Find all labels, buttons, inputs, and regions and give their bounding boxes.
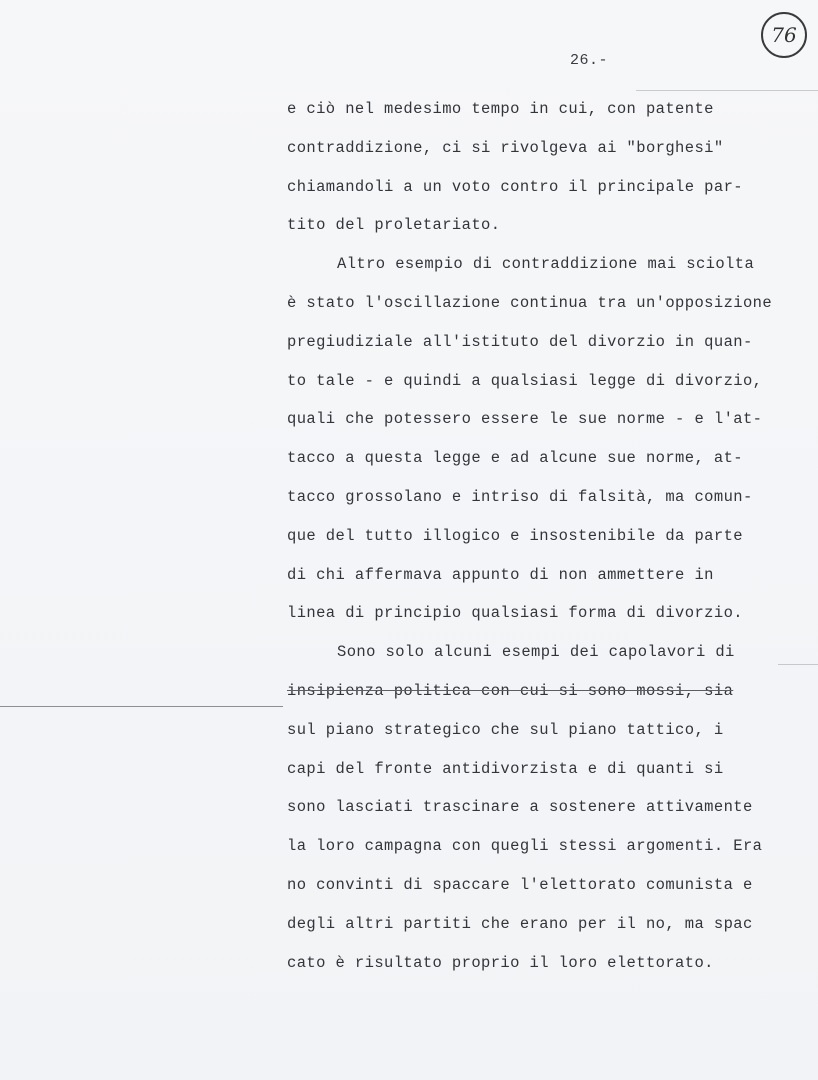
text-line: la loro campagna con quegli stessi argomenti. Era (287, 837, 763, 856)
text-line: degli altri partiti che erano per il no, ma spac (287, 914, 753, 933)
text-line: e ciò nel medesimo tempo in cui, con patente (287, 100, 714, 118)
text-line: quali che potessero essere le sue norme - e l'at- (287, 410, 763, 429)
text-line: linea di principio qualsiasi forma di divorzio. (287, 604, 743, 623)
text-line: di chi affermava appunto di non ammettere in (287, 565, 714, 584)
text-line: Sono solo alcuni esempi dei capolavori di (337, 643, 735, 662)
text-line: Altro esempio di contraddizione mai sciolta (337, 255, 755, 274)
top-rule (636, 90, 818, 91)
page-number: 26.- (570, 52, 609, 69)
text-line: no convinti di spaccare l'elettorato comunista e (287, 876, 753, 894)
text-line: tito del proletariato. (287, 216, 501, 235)
text-line: sono lasciati trascinare a sostenere attivamente (287, 798, 753, 817)
margin-rule (0, 706, 283, 707)
text-line: to tale - e quindi a qualsiasi legge di divorzio, (287, 371, 763, 390)
archive-stamp: 76 (761, 12, 807, 58)
text-line: tacco a questa legge e ad alcune sue norme, at- (287, 449, 743, 468)
text-line: pregiudiziale all'istituto del divorzio in quan- (287, 332, 753, 351)
text-line: que del tutto illogico e insostenibile da parte (287, 526, 743, 545)
text-line: chiamandoli a un voto contro il principale par- (287, 177, 743, 196)
text-line: tacco grossolano e intriso di falsità, ma comun- (287, 488, 753, 506)
margin-dash (778, 664, 818, 665)
text-line: cato è risultato proprio il loro elettorato. (287, 953, 714, 972)
text-line: capi del fronte antidivorzista e di quanti si (287, 759, 724, 778)
text-line: contraddizione, ci si rivolgeva ai "borghesi" (287, 138, 724, 157)
text-line: insipienza politica con cui si sono mossi, sia (287, 682, 734, 700)
text-line: è stato l'oscillazione continua tra un'opposizione (287, 294, 773, 312)
text-line: sul piano strategico che sul piano tattico, i (287, 720, 724, 739)
